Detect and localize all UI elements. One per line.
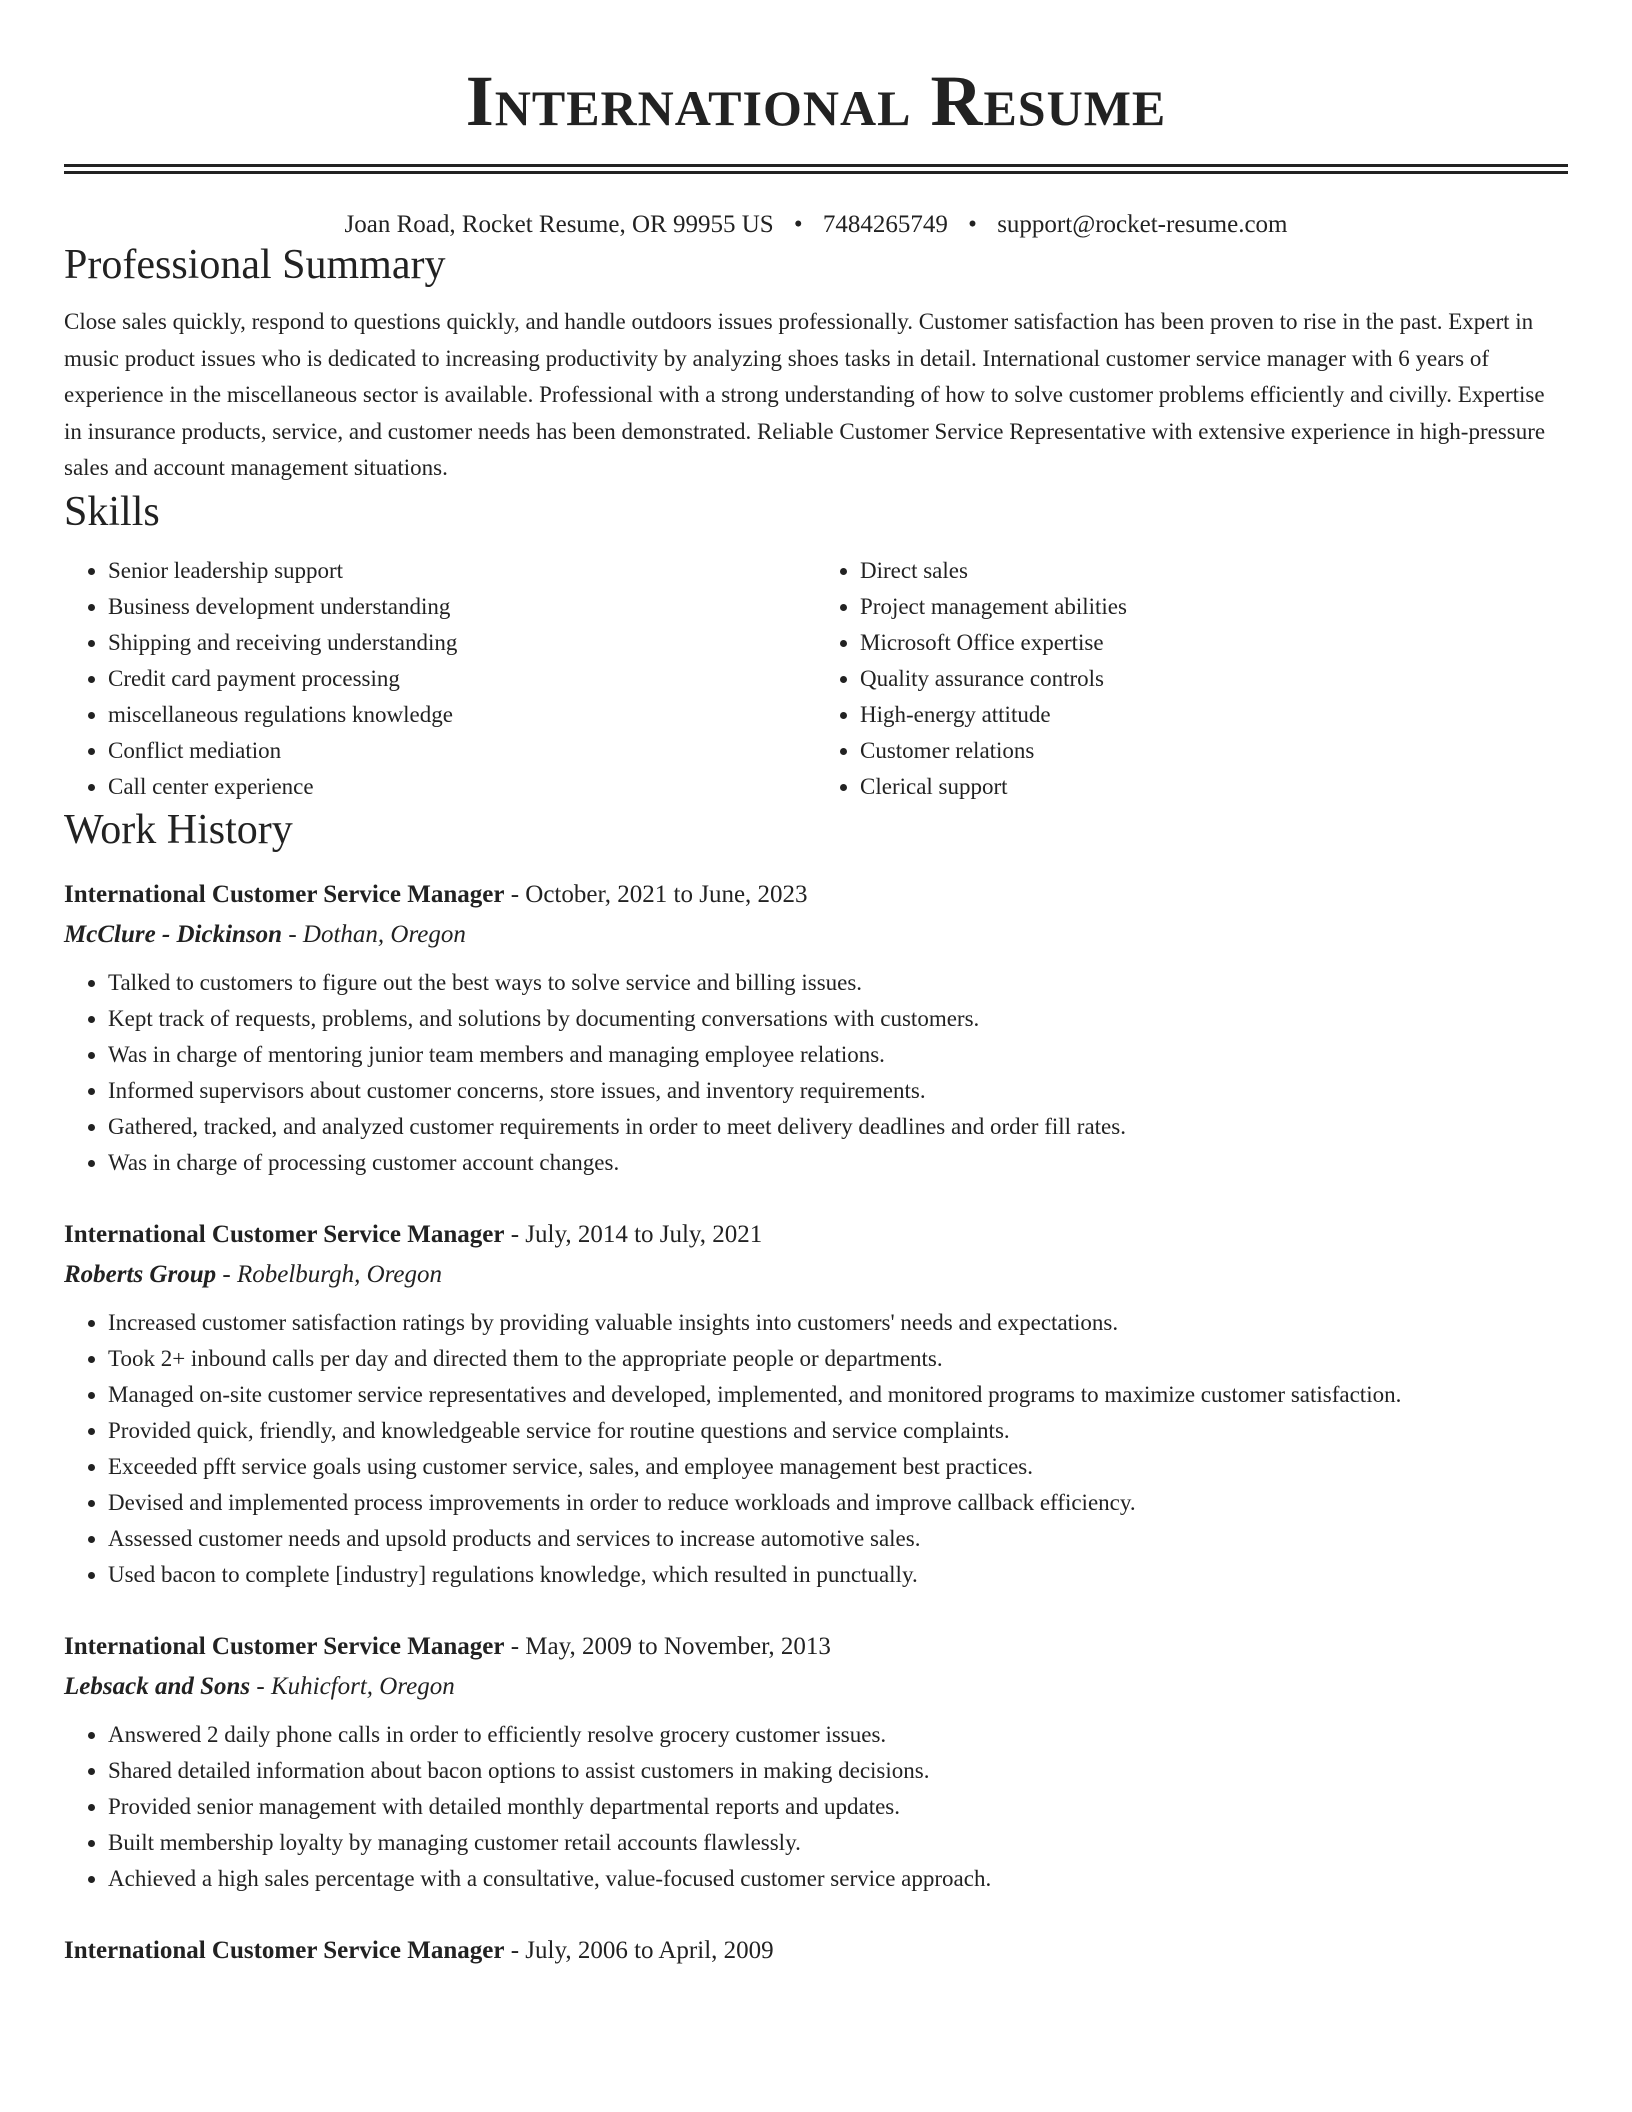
job-bullet: • Talked to customers to figure out the best ways to solve service and billing issues. xyxy=(108,965,1568,1001)
job-title-line xyxy=(64,1931,1568,1971)
contact-address: Joan Road, Rocket Resume, OR 99955 US xyxy=(344,211,774,238)
job-title: International Customer Service Manager xyxy=(64,1220,505,1248)
skill-item: • Business development understanding xyxy=(108,589,816,625)
skill-item: • High-energy attitude xyxy=(860,697,1568,733)
title-divider xyxy=(64,164,1568,174)
job-dates: - July, 2006 to April, 2009 xyxy=(504,1936,774,1964)
contact-phone: 7484265749 xyxy=(822,211,948,238)
skills-column-left xyxy=(64,553,816,805)
job-bullet: • Used bacon to complete [industry] regulations knowledge, which resulted in punctually. xyxy=(108,1557,1568,1593)
skill-item: • Conflict mediation xyxy=(108,733,816,769)
job-bullets xyxy=(64,1717,1568,1897)
job-bullet: • Assessed customer needs and upsold products and services to increase automotive sales. xyxy=(108,1521,1568,1557)
company-location: - Dothan, Oregon xyxy=(282,920,466,948)
skill-item: • Senior leadership support xyxy=(108,553,816,589)
job-entry xyxy=(64,1215,1568,1593)
job-bullet: • Achieved a high sales percentage with a consultative, value-focused customer service approach. xyxy=(108,1861,1568,1897)
job-title: International Customer Service Manager xyxy=(64,880,505,908)
skill-item: • Clerical support xyxy=(860,769,1568,805)
summary-heading: Professional Summary xyxy=(64,242,446,288)
job-dates: - July, 2014 to July, 2021 xyxy=(504,1220,763,1248)
company-name: McClure - Dickinson xyxy=(64,920,283,948)
job-bullet: • Devised and implemented process improvements in order to reduce workloads and improve callback efficiency. xyxy=(108,1485,1568,1521)
job-entry xyxy=(64,1627,1568,1897)
company-line xyxy=(64,1255,1568,1295)
job-bullets xyxy=(64,1305,1568,1593)
job-bullets xyxy=(64,965,1568,1181)
job-bullet: • Answered 2 daily phone calls in order to efficiently resolve grocery customer issues. xyxy=(108,1717,1568,1753)
job-bullet: • Provided quick, friendly, and knowledgeable service for routine questions and service complaints. xyxy=(108,1413,1568,1449)
job-bullet: • Informed supervisors about customer concerns, store issues, and inventory requirements. xyxy=(108,1073,1568,1109)
job-title-line xyxy=(64,875,1568,915)
skill-item: • miscellaneous regulations knowledge xyxy=(108,697,816,733)
work-history-heading: Work History xyxy=(64,806,293,853)
skill-item: • Credit card payment processing xyxy=(108,661,816,697)
skill-item: • Microsoft Office expertise xyxy=(860,625,1568,661)
contact-separator: • xyxy=(968,211,977,238)
job-title-line xyxy=(64,1215,1568,1255)
contact-line xyxy=(64,210,1568,240)
company-location: - Robelburgh, Oregon xyxy=(216,1260,443,1288)
skill-item: • Customer relations xyxy=(860,733,1568,769)
job-bullet: • Built membership loyalty by managing customer retail accounts flawlessly. xyxy=(108,1825,1568,1861)
skill-item: • Quality assurance controls xyxy=(860,661,1568,697)
skills-column-right xyxy=(816,553,1568,805)
job-entry xyxy=(64,1931,1568,1971)
summary-text: Close sales quickly, respond to questions quickly, and handle outdoors issues professionally. Customer satisfaction has been proven to rise in the past. Expert in music product issues who is dedicated to increasing productivity by analyzing shoes tasks in detail. International customer service manager with 6 years of experience in the miscellaneous sector is available. Professional with a strong understanding of how to solve customer problems efficiently and civilly. Expertise in insurance products, service, and customer needs has been demonstrated. Reliable Customer Service Representative with extensive experience in high-pressure sales and account management situations. xyxy=(64,309,1546,480)
company-line xyxy=(64,915,1568,955)
job-bullet: • Was in charge of mentoring junior team members and managing employee relations. xyxy=(108,1037,1568,1073)
job-bullet: • Managed on-site customer service representatives and developed, implemented, and monitored programs to maximize customer satisfaction. xyxy=(108,1377,1568,1413)
job-dates: - May, 2009 to November, 2013 xyxy=(504,1632,831,1660)
job-dates: - October, 2021 to June, 2023 xyxy=(504,880,808,908)
skills-heading: Skills xyxy=(64,488,160,535)
job-title: International Customer Service Manager xyxy=(64,1936,505,1964)
contact-separator: • xyxy=(793,211,803,238)
skill-item: • Shipping and receiving understanding xyxy=(108,625,816,661)
company-name: Roberts Group xyxy=(64,1260,217,1288)
resume-title: International Resume xyxy=(465,61,1167,141)
job-bullet: • Gathered, tracked, and analyzed customer requirements in order to meet delivery deadlines and order fill rates. xyxy=(108,1109,1568,1145)
skill-item: • Project management abilities xyxy=(860,589,1568,625)
company-name: Lebsack and Sons xyxy=(64,1672,251,1700)
job-bullet: • Kept track of requests, problems, and solutions by documenting conversations with customers. xyxy=(108,1001,1568,1037)
job-entry xyxy=(64,875,1568,1181)
skills-list xyxy=(64,553,1568,805)
skill-item: • Call center experience xyxy=(108,769,816,805)
contact-email[interactable]: support@rocket-resume.com xyxy=(997,211,1288,238)
job-title-line xyxy=(64,1627,1568,1667)
company-location: - Kuhicfort, Oregon xyxy=(250,1672,455,1700)
job-title: International Customer Service Manager xyxy=(64,1632,505,1660)
job-bullet: • Was in charge of processing customer account changes. xyxy=(108,1145,1568,1181)
company-line xyxy=(64,1667,1568,1707)
job-bullet: • Increased customer satisfaction ratings by providing valuable insights into customers' needs and expectations. xyxy=(108,1305,1568,1341)
job-bullet: • Exceeded pfft service goals using customer service, sales, and employee management best practices. xyxy=(108,1449,1568,1485)
job-bullet: • Took 2+ inbound calls per day and directed them to the appropriate people or departments. xyxy=(108,1341,1568,1377)
job-bullet: • Shared detailed information about bacon options to assist customers in making decisions. xyxy=(108,1753,1568,1789)
skill-item: • Direct sales xyxy=(860,553,1568,589)
job-bullet: • Provided senior management with detailed monthly departmental reports and updates. xyxy=(108,1789,1568,1825)
